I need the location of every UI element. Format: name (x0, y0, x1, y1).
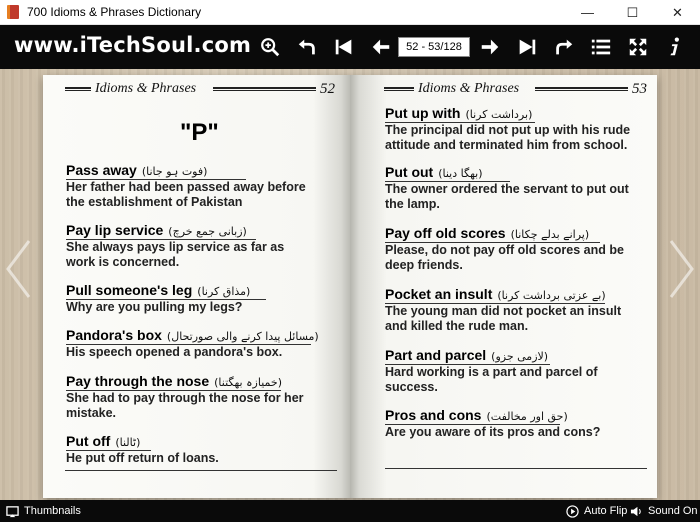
site-logo: www.iTechSoul.com (14, 33, 252, 57)
window-controls (565, 0, 700, 25)
thumbnails-label: Thumbnails (24, 505, 81, 517)
idiom-phrase: Pass away (66, 162, 137, 178)
statusbar (0, 500, 700, 522)
idiom-meaning-line: attitude and terminated him from school. (385, 138, 628, 152)
idiom-urdu: (مذاق کرنا) (197, 285, 251, 298)
previous-page-button[interactable] (368, 34, 394, 60)
idiom-meaning-line: Are you aware of its pros and cons? (385, 425, 601, 439)
fullscreen-icon (627, 36, 649, 58)
idiom-entry (385, 225, 650, 273)
chevron-right-icon (666, 239, 696, 299)
idiom-meaning-line: The young man did not pocket an insult (385, 304, 622, 318)
section-letter: "P" (180, 119, 219, 146)
idiom-phrase: Pull someone's leg (66, 282, 193, 298)
idiom-meaning-line: The owner ordered the servant to put out (385, 182, 629, 196)
idiom-urdu: (لازمی جزو) (491, 350, 549, 363)
undo-button[interactable] (294, 34, 320, 60)
maximize-button[interactable]: ☐ (626, 4, 639, 20)
table-of-contents-icon (590, 36, 612, 58)
close-button[interactable]: ✕ (672, 4, 683, 20)
idiom-meaning-line: She had to pay through the nose for her (66, 391, 304, 405)
minimize-button[interactable]: — (581, 5, 594, 20)
idiom-urdu: (فوت ہو جانا) (141, 165, 208, 178)
idiom-phrase: Pros and cons (385, 407, 482, 423)
idiom-urdu: (مسائل پیدا کرنے والی صورتحال) (166, 330, 319, 343)
idiom-phrase: Pay off old scores (385, 225, 506, 241)
idiom-entry (66, 282, 341, 315)
idiom-phrase: Pandora's box (66, 327, 162, 343)
thumbnails-button[interactable] (6, 500, 81, 522)
idiom-entry (385, 407, 650, 440)
idiom-meaning-line: The principal did not put up with his rude (385, 123, 631, 137)
idiom-meaning-line: He put off return of loans. (66, 451, 219, 465)
page-header (43, 81, 350, 97)
idiom-entry (66, 327, 341, 360)
idiom-phrase: Put up with (385, 105, 461, 121)
idiom-meaning-line: She always pays lip service as far as (66, 240, 285, 254)
idiom-urdu: (حق اور مخالفت) (486, 410, 568, 423)
idiom-meaning-line: the establishment of Pakistan (66, 195, 243, 209)
idiom-urdu: (پرانے بدلے چکانا) (510, 228, 590, 241)
next-page-button[interactable] (477, 34, 503, 60)
last-page-icon (516, 36, 538, 58)
idiom-meaning-line: the lamp. (385, 197, 440, 211)
share-icon (553, 36, 575, 58)
sound-label: Sound On (648, 505, 698, 517)
idiom-phrase: Put off (66, 433, 111, 449)
left-page[interactable] (43, 75, 350, 498)
idiom-meaning-line: His speech opened a pandora's box. (66, 345, 283, 359)
reader-stage (0, 69, 700, 500)
idiom-entry (385, 105, 650, 153)
idiom-meaning-line: Why are you pulling my legs? (66, 300, 243, 314)
idiom-meaning-line: deep friends. (385, 258, 463, 272)
sound-toggle[interactable] (630, 500, 698, 522)
idiom-meaning-line: success. (385, 380, 438, 394)
flipbook (43, 75, 657, 498)
header-rule (213, 87, 316, 91)
fullscreen-button[interactable] (625, 34, 651, 60)
idiom-urdu: (برداشت کرنا) (465, 108, 533, 121)
page-header (350, 81, 657, 97)
page-end-rule (385, 468, 647, 469)
idiom-meaning-line: mistake. (66, 406, 117, 420)
share-button[interactable] (551, 34, 577, 60)
idiom-phrase: Pay lip service (66, 222, 164, 238)
last-page-button[interactable] (514, 34, 540, 60)
idiom-meaning-line: Hard working is a part and parcel of (385, 365, 598, 379)
idiom-meaning-line: work is concerned. (66, 255, 180, 269)
idiom-meaning-line: Please, do not pay off old scores and be (385, 243, 624, 257)
idiom-entry (66, 373, 341, 421)
header-title: Idioms & Phrases (95, 81, 197, 96)
zoom-in-icon (259, 36, 281, 58)
window-titlebar (0, 0, 700, 25)
idiom-entry (385, 286, 650, 334)
page-number-input[interactable] (398, 37, 470, 57)
chevron-left-icon (4, 239, 34, 299)
first-page-icon (333, 36, 355, 58)
idiom-meaning-line: Her father had been passed away before (66, 180, 306, 194)
idiom-entry (66, 162, 341, 210)
previous-page-icon (370, 36, 392, 58)
info-icon (664, 36, 686, 58)
header-rule (65, 87, 91, 91)
idiom-urdu: (زبانی جمع خرچ) (168, 225, 247, 238)
zoom-in-button[interactable] (257, 34, 283, 60)
header-title: Idioms & Phrases (418, 81, 520, 96)
idiom-entry (66, 433, 341, 466)
window-title: 700 Idioms & Phrases Dictionary (27, 5, 202, 19)
toolbar (0, 25, 700, 69)
next-page-icon (479, 36, 501, 58)
auto-flip-button[interactable] (566, 500, 627, 522)
page-end-rule (65, 470, 337, 471)
idiom-phrase: Pocket an insult (385, 286, 493, 302)
first-page-button[interactable] (331, 34, 357, 60)
idiom-entry (385, 347, 650, 395)
speaker-icon (630, 505, 643, 518)
idiom-phrase: Pay through the nose (66, 373, 210, 389)
idiom-entry (385, 164, 650, 212)
app-book-icon (7, 5, 19, 19)
play-circle-icon (566, 505, 579, 518)
stage-prev-arrow[interactable] (4, 239, 34, 299)
idiom-phrase: Put out (385, 164, 434, 180)
idiom-phrase: Part and parcel (385, 347, 487, 363)
idiom-urdu: (خمیازہ بھگتنا) (214, 376, 282, 389)
right-page[interactable] (350, 75, 657, 498)
stage-next-arrow[interactable] (666, 239, 696, 299)
auto-flip-label: Auto Flip (584, 505, 628, 517)
header-rule (384, 87, 414, 91)
header-rule (535, 87, 628, 91)
idiom-meaning-line: and killed the rude man. (385, 319, 529, 333)
undo-icon (296, 36, 318, 58)
page-number: 52 (320, 81, 335, 97)
page-number: 53 (632, 81, 647, 97)
idiom-entry (66, 222, 341, 270)
idiom-urdu: (ٹالنا) (115, 436, 141, 449)
table-of-contents-button[interactable] (588, 34, 614, 60)
idiom-urdu: (بے عزتی برداشت کرنا) (497, 289, 606, 302)
idiom-urdu: (بھگا دینا) (438, 167, 483, 180)
info-button[interactable] (662, 34, 688, 60)
thumbnails-icon (6, 505, 19, 518)
